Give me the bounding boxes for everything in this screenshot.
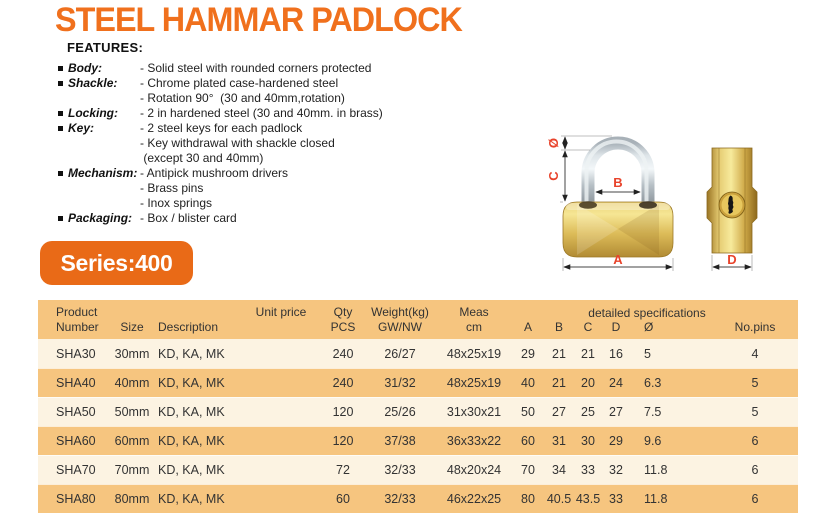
cell-no-pins: 6 bbox=[751, 463, 759, 477]
cell-spec-d: 29 bbox=[609, 434, 623, 448]
cell-product-number: SHA30 bbox=[56, 346, 96, 361]
col-header-product-number bbox=[38, 305, 112, 335]
cell-spec-d: 27 bbox=[609, 405, 623, 419]
cell-meas: 36x33x22 bbox=[446, 434, 502, 448]
page-title: STEEL HAMMAR PADLOCK bbox=[55, 1, 462, 39]
col-header-spec-diameter bbox=[630, 320, 690, 335]
feature-line: - 2 in hardened steel (30 and 40mm. in brass) bbox=[140, 106, 383, 120]
cell-no-pins: 4 bbox=[751, 346, 759, 361]
padlock-diagram bbox=[520, 115, 820, 285]
cell-description: KD, KA, MK bbox=[158, 492, 225, 506]
cell-product-number: SHA40 bbox=[56, 376, 96, 390]
cell-spec-d: 24 bbox=[609, 376, 623, 390]
header-line: cm bbox=[466, 320, 482, 334]
feature-line: - Antipick mushroom drivers bbox=[140, 166, 289, 180]
header-line: PCS bbox=[330, 320, 356, 334]
feature-label: Locking: bbox=[68, 106, 118, 120]
header-line: Ø bbox=[644, 320, 654, 334]
detailed-specifications-group-header: detailed specifications bbox=[588, 306, 706, 320]
header-line: Size bbox=[120, 320, 144, 334]
cell-spec-a: 60 bbox=[521, 434, 535, 448]
feature-line: - Key withdrawal with shackle closed bbox=[140, 136, 335, 150]
series-badge bbox=[40, 241, 193, 285]
feature-label: Mechanism: bbox=[68, 166, 138, 180]
dim-body-depth-label: D bbox=[727, 252, 737, 267]
header-line: No.pins bbox=[734, 320, 776, 334]
cell-description: KD, KA, MK bbox=[158, 463, 225, 477]
cell-spec-d: 32 bbox=[609, 463, 623, 477]
cell-meas: 48x20x24 bbox=[446, 463, 502, 477]
dim-shackle-inner-width-label: B bbox=[613, 175, 623, 190]
cell-spec-c: 21 bbox=[581, 346, 595, 361]
col-header-spec-b bbox=[544, 320, 574, 335]
feature-item-shackle bbox=[58, 76, 478, 106]
feature-label: Body: bbox=[68, 61, 102, 75]
col-header-spec-a bbox=[512, 320, 544, 335]
table-row bbox=[38, 397, 798, 426]
header-line: A bbox=[523, 320, 532, 334]
cell-spec-c: 30 bbox=[581, 434, 595, 448]
feature-item-key bbox=[58, 121, 478, 166]
cell-weight: 25/26 bbox=[384, 405, 416, 419]
cell-product-number: SHA70 bbox=[56, 463, 96, 477]
table-row bbox=[38, 339, 798, 368]
header-line: GW/NW bbox=[378, 320, 422, 334]
table-row bbox=[38, 426, 798, 455]
cell-weight: 32/33 bbox=[384, 463, 416, 477]
cell-spec-c: 33 bbox=[581, 463, 595, 477]
feature-label: Shackle: bbox=[68, 76, 118, 90]
cell-spec-d: 16 bbox=[609, 346, 623, 361]
header-line: D bbox=[611, 320, 621, 334]
cell-spec-a: 29 bbox=[521, 346, 535, 361]
cell-description: KD, KA, MK bbox=[158, 434, 225, 448]
cell-product-number: SHA80 bbox=[56, 492, 96, 506]
dim-shackle-height-label: C bbox=[546, 171, 561, 181]
table-header bbox=[38, 300, 798, 339]
header-line: B bbox=[554, 320, 563, 334]
col-header-qty bbox=[322, 305, 364, 335]
table-row bbox=[38, 484, 798, 513]
cell-product-number: SHA50 bbox=[56, 405, 96, 419]
feature-line: - Solid steel with rounded corners protected bbox=[140, 61, 372, 75]
dim-body-width-label: A bbox=[613, 252, 623, 267]
cell-no-pins: 5 bbox=[751, 405, 759, 419]
cell-size: 80mm bbox=[114, 492, 150, 506]
cell-qty: 120 bbox=[332, 405, 354, 419]
cell-spec-c: 20 bbox=[581, 376, 595, 390]
header-line: Number bbox=[56, 320, 99, 334]
col-header-unit-price bbox=[240, 305, 322, 335]
feature-item-body bbox=[58, 61, 478, 76]
col-header-spec-d bbox=[602, 320, 630, 335]
feature-label: Key: bbox=[68, 121, 95, 135]
padlock-front-view bbox=[546, 136, 673, 271]
col-header-meas bbox=[436, 305, 512, 335]
cell-size: 40mm bbox=[114, 376, 150, 390]
cell-description: KD, KA, MK bbox=[158, 405, 225, 419]
cell-spec-a: 70 bbox=[521, 463, 535, 477]
spec-table bbox=[38, 300, 798, 513]
cell-meas: 46x22x25 bbox=[446, 492, 502, 506]
cell-spec-diameter: 11.8 bbox=[644, 492, 668, 506]
feature-line: - Inox springs bbox=[140, 196, 213, 210]
cell-spec-b: 21 bbox=[552, 376, 566, 390]
cell-spec-c: 43.5 bbox=[575, 492, 601, 506]
cell-size: 30mm bbox=[114, 346, 150, 361]
cell-spec-a: 50 bbox=[521, 405, 535, 419]
feature-line: - Rotation 90° (30 and 40mm,rotation) bbox=[140, 91, 345, 105]
header-line: C bbox=[583, 320, 593, 334]
feature-line: - Brass pins bbox=[140, 181, 204, 195]
header-line: Meas bbox=[459, 305, 489, 319]
cell-size: 50mm bbox=[114, 405, 150, 419]
feature-line: (except 30 and 40mm) bbox=[140, 151, 264, 165]
cell-product-number: SHA60 bbox=[56, 434, 96, 448]
feature-item-mechanism bbox=[58, 166, 478, 211]
cell-spec-diameter: 5 bbox=[644, 346, 651, 361]
col-header-weight bbox=[364, 305, 436, 335]
cell-size: 60mm bbox=[114, 434, 150, 448]
cell-spec-a: 40 bbox=[521, 376, 535, 390]
header-line: Qty bbox=[333, 305, 353, 319]
cell-spec-b: 31 bbox=[552, 434, 566, 448]
features-heading: FEATURES: bbox=[67, 40, 144, 55]
cell-meas: 48x25x19 bbox=[446, 376, 502, 390]
features-list bbox=[58, 61, 478, 226]
feature-item-locking bbox=[58, 106, 478, 121]
feature-label: Packaging: bbox=[68, 211, 133, 225]
cell-qty: 240 bbox=[332, 376, 354, 390]
header-line: Weight(kg) bbox=[371, 305, 429, 319]
cell-spec-diameter: 9.6 bbox=[644, 434, 662, 448]
feature-line: - Chrome plated case-hardened steel bbox=[140, 76, 339, 90]
col-header-size bbox=[112, 320, 152, 335]
cell-weight: 32/33 bbox=[384, 492, 416, 506]
header-line: Unit price bbox=[255, 305, 307, 319]
cell-description: KD, KA, MK bbox=[158, 346, 225, 361]
cell-weight: 37/38 bbox=[384, 434, 416, 448]
padlock-side-view bbox=[707, 148, 757, 271]
dim-shackle-diameter-label: Ø bbox=[546, 137, 561, 149]
feature-line: - 2 steel keys for each padlock bbox=[140, 121, 303, 135]
cell-weight: 31/32 bbox=[384, 376, 416, 390]
cell-qty: 120 bbox=[332, 434, 354, 448]
cell-spec-c: 25 bbox=[581, 405, 595, 419]
cell-spec-b: 34 bbox=[552, 463, 566, 477]
cell-no-pins: 6 bbox=[751, 492, 759, 506]
cell-qty: 60 bbox=[336, 492, 350, 506]
cell-no-pins: 5 bbox=[751, 376, 759, 390]
cell-size: 70mm bbox=[114, 463, 150, 477]
cell-spec-diameter: 7.5 bbox=[644, 405, 662, 419]
feature-item-packaging bbox=[58, 211, 478, 226]
table-row bbox=[38, 368, 798, 397]
cell-description: KD, KA, MK bbox=[158, 376, 225, 390]
cell-spec-diameter: 6.3 bbox=[644, 376, 662, 390]
cell-spec-d: 33 bbox=[609, 492, 623, 506]
cell-spec-b: 21 bbox=[552, 346, 566, 361]
col-header-description bbox=[152, 320, 240, 335]
header-line: Product bbox=[56, 305, 98, 319]
col-header-no-pins bbox=[690, 320, 798, 335]
cell-no-pins: 6 bbox=[751, 434, 759, 448]
header-spacer bbox=[240, 320, 322, 335]
table-row bbox=[38, 455, 798, 484]
feature-line: - Box / blister card bbox=[140, 211, 237, 225]
cell-qty: 240 bbox=[332, 346, 354, 361]
cell-spec-a: 80 bbox=[521, 492, 535, 506]
header-line: Description bbox=[158, 320, 219, 334]
cell-spec-diameter: 11.8 bbox=[644, 463, 668, 477]
series-badge-label: Series:400 bbox=[60, 249, 173, 276]
col-header-spec-c bbox=[574, 320, 602, 335]
cell-qty: 72 bbox=[336, 463, 350, 477]
table-body bbox=[38, 339, 798, 513]
cell-meas: 48x25x19 bbox=[446, 346, 502, 361]
cell-weight: 26/27 bbox=[384, 346, 416, 361]
cell-meas: 31x30x21 bbox=[446, 405, 502, 419]
cell-spec-b: 40.5 bbox=[546, 492, 572, 506]
cell-spec-b: 27 bbox=[552, 405, 566, 419]
